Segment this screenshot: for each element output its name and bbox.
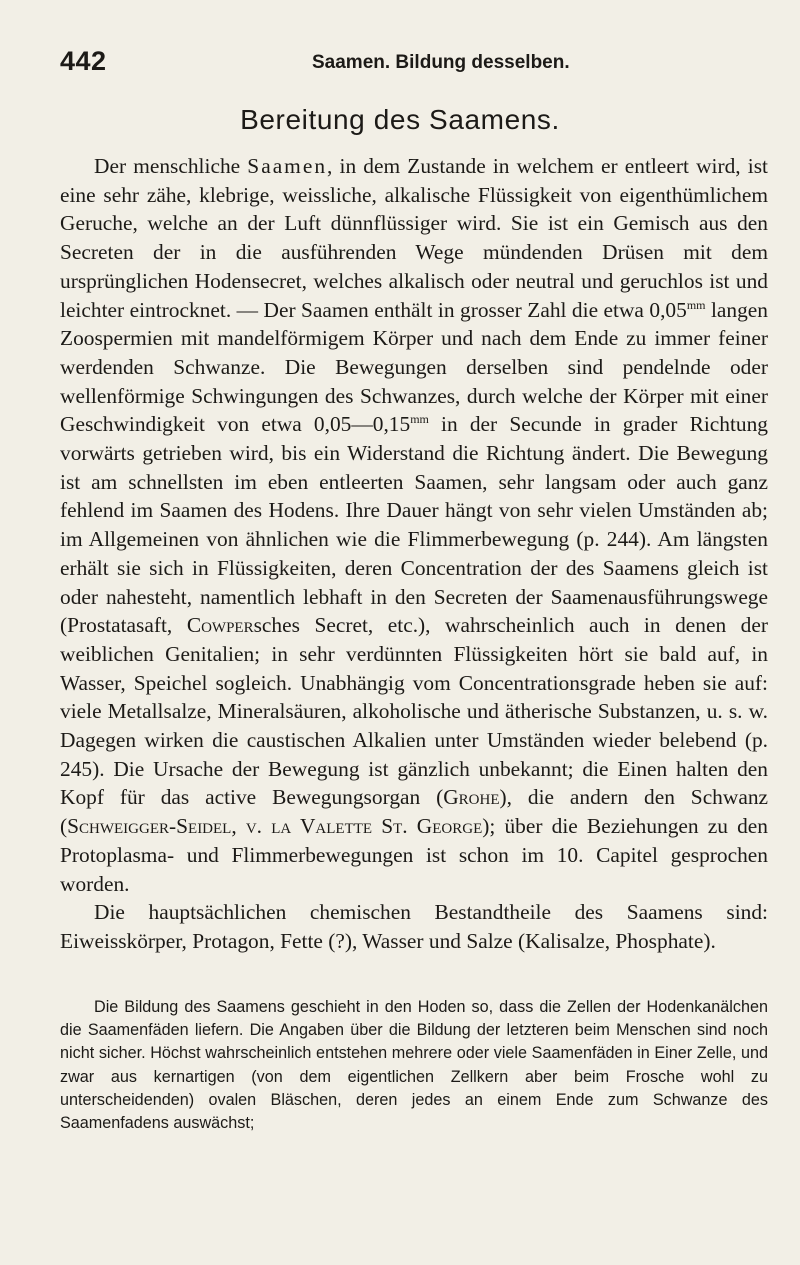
paragraph-1: Der menschliche Saamen, in dem Zustande in welchem er entleert wird, ist eine sehr zähe, klebrige, weissliche, alkalische Flüssigkeit von eigenthümlichem Geruche, welche an der Luft dünnflüssiger wird. Sie ist ein Gemisch aus den Secreten der in die ausführenden Wege mündenden Drüsen mit dem ursprünglichen Hodensecret, welches alkalisch oder neutral und geruchlos ist und leichter eintrocknet. — Der Saamen enthält in grosser Zahl die etwa $0,05^{mm}$ langen Zoospermien mit mandelförmigem Körper und nach dem Ende zu immer feiner werdenden Schwanze. Die Bewegungen derselben sind pendelnde oder wellenförmige Schwingungen des Schwanzes, durch welche der Körper mit einer Geschwindigkeit von etwa $0,05—0,15^{mm}$ in der Secunde in grader Richtung vorwärts getrieben wird, bis ein Widerstand die Richtung ändert. Die Bewegung ist am schnellsten im eben entleerten Saamen, sehr langsam oder auch ganz fehlend im Saamen des Hodens. Ihre Dauer hängt von sehr vielen Umständen ab; im Allgemeinen von ähnlichen wie die Flimmerbewegung (p. 244). Am längsten erhält sie sich in Flüssigkeiten, deren Concentration der des Saamens gleich ist oder nahesteht, namentlich lebhaft in den Secreten der Saamenausführungswege (Prostatasaft, Cowpersches Secret, etc.), wahrscheinlich auch in denen der weiblichen Genitalien; in sehr verdünnten Flüssigkeiten hört sie bald auf, in Wasser, Speichel sogleich. Unabhängig vom Concentrationsgrade heben sie auf: viele Metallsalze, Mineralsäuren, alkoholische und ätherische Substanzen, u. s. w. Dagegen wirken die caustischen Alkalien unter Umständen wieder belebend (p. 245). Die Ursache der Bewegung ist gänzlich unbekannt; die Einen halten den Kopf für das active Bewegungsorgan (Grohe), die andern den Schwanz (Schweigger-Seidel, v. la Valette St. George); über die Beziehungen zu den Protoplasma- und Flimmerbewegungen ist schon im 10. Capitel gesprochen worden. (60, 154, 769, 896)
author-name: Schweigger-Seidel, v. la Valette St. George (67, 814, 483, 839)
page-header (60, 46, 760, 86)
author-name: Cowper (186, 613, 254, 638)
main-text (60, 152, 768, 956)
small-print-note (60, 996, 768, 1135)
running-head: Saamen. Bildung desselben. (312, 52, 570, 73)
emphasis-saamen: Saamen (247, 154, 328, 178)
small-paragraph: Die Bildung des Saamens geschieht in den Hoden so, dass die Zellen der Hodenkanälchen die Saamenfäden liefern. Die Angaben über die Bildung der letzteren beim Menschen sind noch nicht sicher. Höchst wahrscheinlich entstehen mehrere oder viele Saamenfäden in Einer Zelle, und zwar aus kernartigen (von dem eigentlichen Zellkern aber beim Frosche wohl zu unterscheidenden) ovalen Bläschen, deren jedes an einem Ende zum Schwanze des Saamenfadens auswächst; (60, 998, 768, 1133)
page-number: 442 (60, 46, 107, 76)
section-title: Bereitung des Saamens. (240, 104, 560, 135)
paragraph-2: Die hauptsächlichen chemischen Bestandtheile des Saamens sind: Eiweisskörper, Protagon, Fette (?), Wasser und Salze (Kalisalze, Phosphate). (60, 900, 768, 953)
author-name: Grohe (443, 785, 500, 810)
